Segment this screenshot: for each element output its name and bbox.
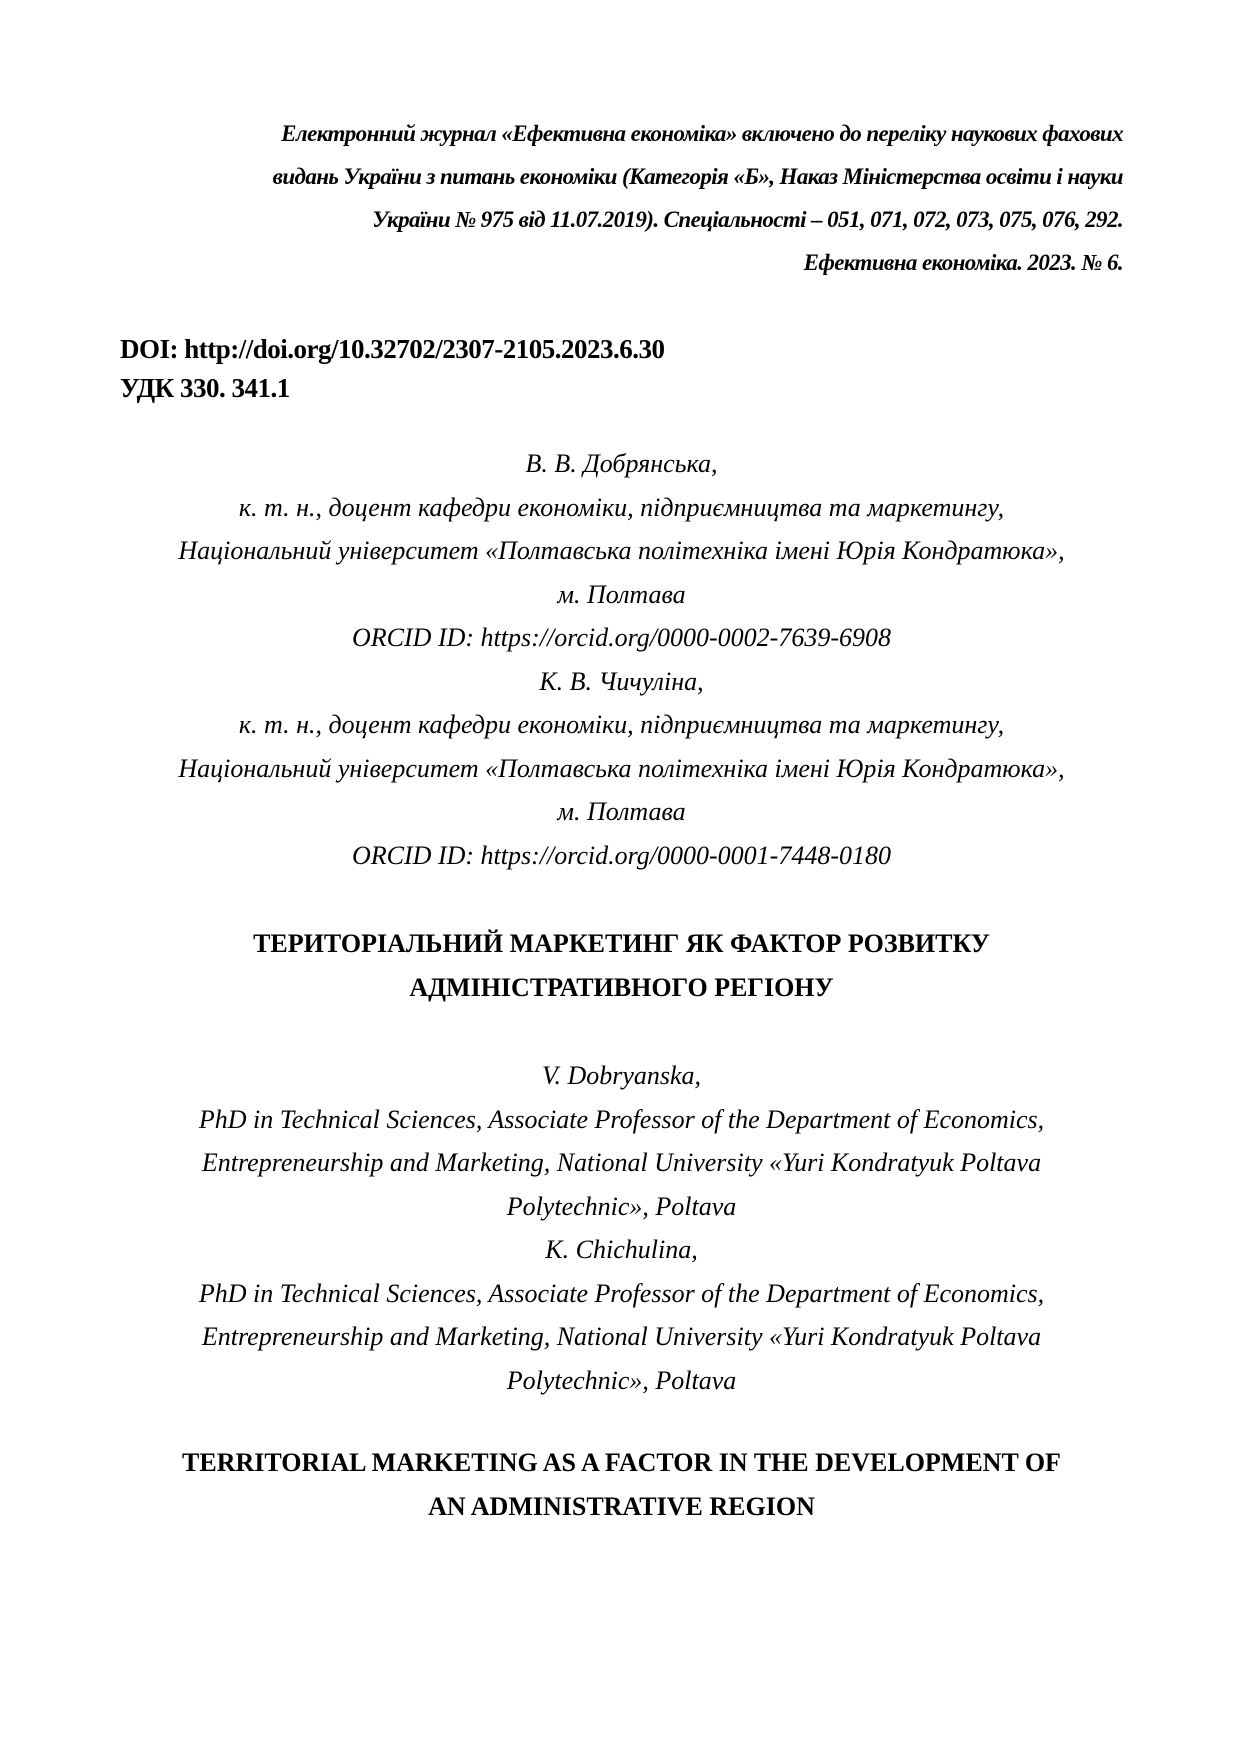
authors-en xyxy=(120,1054,1123,1402)
author-affiliation: Polytechnic», Poltava xyxy=(506,1365,737,1395)
authors-ua xyxy=(120,442,1123,877)
author-name: K. Chichulina, xyxy=(545,1235,698,1264)
header-line: України № 975 від 11.07.2019). Спеціальності – 051, 071, 072, 073, 075, 076, 292. xyxy=(372,207,1123,232)
title-en xyxy=(120,1441,1123,1528)
author-city: м. Полтава xyxy=(557,579,686,609)
author-name: К. В. Чичуліна, xyxy=(539,666,704,696)
author-affiliation: PhD in Technical Sciences, Associate Professor of the Department of Economics, xyxy=(198,1104,1045,1134)
author-affiliation: Entrepreneurship and Marketing, National University «Yuri Kondratyuk Poltava xyxy=(201,1148,1042,1177)
author-orcid: ORCID ID: https://orcid.org/0000-0002-7639-6908 xyxy=(352,623,891,652)
title-line: ТЕРИТОРІАЛЬНИЙ МАРКЕТИНГ ЯК ФАКТОР РОЗВИТКУ xyxy=(253,929,990,958)
author-city: м. Полтава xyxy=(557,797,686,826)
author-affiliation: PhD in Technical Sciences, Associate Professor of the Department of Economics, xyxy=(198,1278,1045,1308)
title-ua xyxy=(120,922,1123,1009)
author-orcid: ORCID ID: https://orcid.org/0000-0001-7448-0180 xyxy=(352,840,891,870)
title-line: АДМІНІСТРАТИВНОГО РЕГІОНУ xyxy=(409,972,834,1002)
doi: DOI: http://doi.org/10.32702/2307-2105.2023.6.30 xyxy=(120,334,665,364)
header-line: Електронний журнал «Ефективна економіка» включено до переліку наукових фахових xyxy=(281,121,1123,146)
author-affiliation: Національний університет «Полтавська політехніка імені Юрія Кондратюка», xyxy=(178,536,1065,565)
author-affiliation: Національний університет «Полтавська політехніка імені Юрія Кондратюка», xyxy=(178,753,1065,783)
header-line: Ефективна економіка. 2023. № 6. xyxy=(803,250,1123,275)
author-name: V. Dobryanska, xyxy=(541,1061,702,1090)
author-affiliation: к. т. н., доцент кафедри економіки, підприємництва та маркетингу, xyxy=(238,492,1005,522)
title-line: AN ADMINISTRATIVE REGION xyxy=(428,1491,815,1521)
journal-header xyxy=(120,112,1123,284)
author-affiliation: Entrepreneurship and Marketing, National University «Yuri Kondratyuk Poltava xyxy=(201,1322,1042,1351)
header-line: видань України з питань економіки (Категорія «Б», Наказ Міністерства освіти і науки xyxy=(272,164,1123,189)
author-name: В. В. Добрянська, xyxy=(525,449,718,478)
author-affiliation: к. т. н., доцент кафедри економіки, підприємництва та маркетингу, xyxy=(238,710,1005,739)
udk: УДК 330. 341.1 xyxy=(120,373,290,403)
title-line: TERRITORIAL MARKETING AS A FACTOR IN THE DEVELOPMENT OF xyxy=(182,1448,1061,1477)
identifiers xyxy=(120,330,1123,408)
author-affiliation: Polytechnic», Poltava xyxy=(506,1191,737,1221)
